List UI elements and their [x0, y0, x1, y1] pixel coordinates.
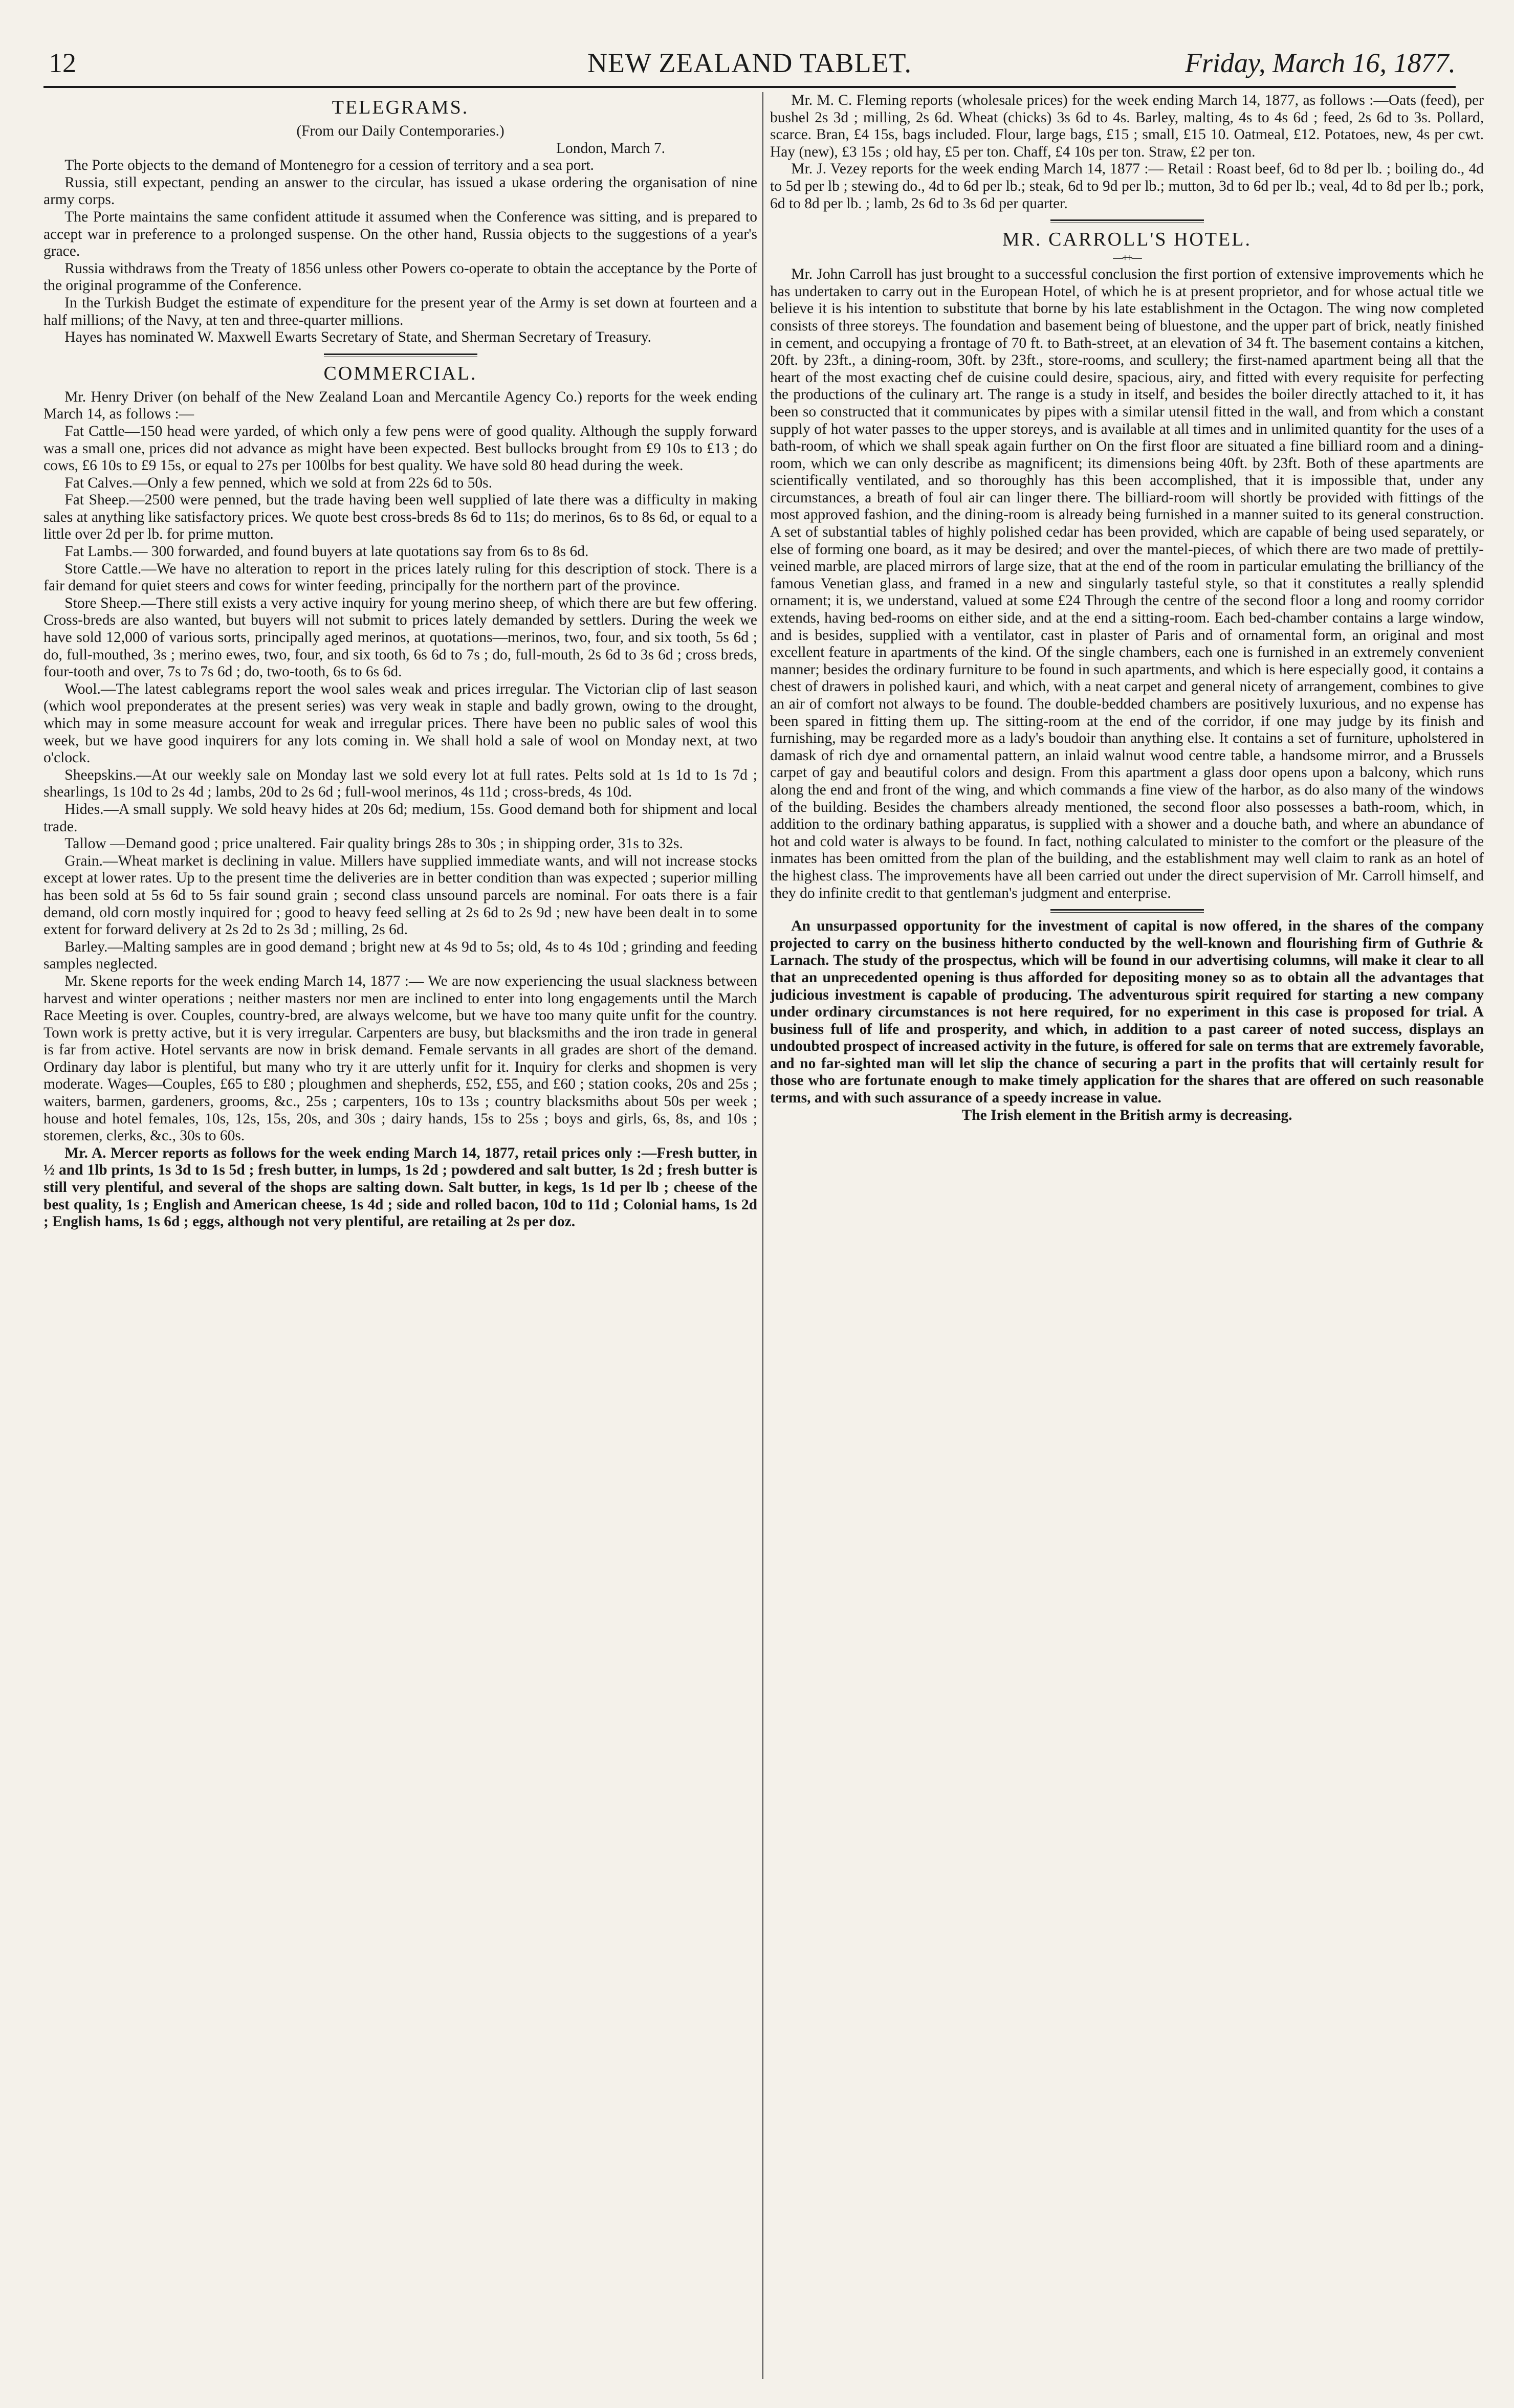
hotel-heading: MR. CARROLL'S HOTEL. [1002, 229, 1252, 251]
commercial-heading: COMMERCIAL. [323, 362, 477, 384]
article-paragraph: Barley.—Malting samples are in good demand ; bright new at 4s 9d to 5s; old, 4s to 4s 10d ; grinding and feeding samples neglected. [43, 938, 757, 973]
article-paragraph: Tallow —Demand good ; price unaltered. Fair quality brings 28s to 30s ; in shipping order, 31s to 32s. [64, 835, 683, 852]
article-paragraph: Russia withdraws from the Treaty of 1856 unless other Powers co-operate to obtain the acceptance by the Porte of the original programme of the Conference. [43, 260, 757, 294]
right-column [770, 92, 1484, 2394]
telegrams-dateline: London, March 7. [556, 140, 665, 157]
article-paragraph: Mr. Henry Driver (on behalf of the New Zealand Loan and Mercantile Agency Co.) reports for the week ending March 14, as follows :— [43, 388, 757, 423]
article-paragraph: Store Cattle.—We have no alteration to report in the prices lately ruling for this description of stock. There is a fair demand for quiet steers and cows for winter feeding, principally for the northern part of the province. [43, 560, 757, 594]
article-paragraph: Store Sheep.—There still exists a very active inquiry for young merino sheep, of which there are but few offering. Cross-breds are also wanted, but buyers will not submit to prices lately demanded by settlers. During the week we have sold 12,000 of various sorts, principally aged merinos, at quotations—merinos, two, four, and six tooth, 5s 6d ; do, full-mouthed, 3s ; merino ewes, two, four, and six tooth, 6s 6d to 7s ; do, full-mouth, 2s 6d to 3s 6d ; cross breds, four-tooth and over, 7s to 7s 6d ; do, two-tooth, 6s to 6s 6d. [43, 594, 757, 680]
header-rule [43, 86, 1456, 88]
section-divider [1050, 219, 1204, 223]
article-paragraph: Mr. J. Vezey reports for the week ending March 14, 1877 :— Retail : Roast beef, 6d to 8d per lb. ; boiling do., 4d to 5d per lb ; stewing do., 4d to 6d per lb.; steak, 6d to 9d per lb.; mutton, 3d to 6d per lb.; veal, 4d to 8d per lb.; pork, 6d to 8d per lb. ; lamb, 2s 6d to 3s 6d per quarter. [770, 161, 1484, 212]
issue-date: Friday, March 16, 1877. [1185, 48, 1456, 78]
telegrams-source: (From our Daily Contemporaries.) [296, 123, 504, 139]
article-paragraph: The Porte maintains the same confident attitude it assumed when the Conference was sitting, and is prepared to accept war in preference to a prolonged suspense. On the other hand, Russia objects to the suggestions of a year's grace. [43, 208, 757, 260]
telegrams-heading: TELEGRAMS. [332, 97, 469, 118]
article-paragraph: In the Turkish Budget the estimate of expenditure for the present year of the Army is set down at fourteen and a half millions; of the Navy, at ten and three-quarter millions. [43, 294, 757, 328]
article-paragraph: An unsurpassed opportunity for the investment of capital is now offered, in the shares of the company projected to carry on the business hitherto conducted by the well-known and flourishing firm of Guthrie & Larnach. The study of the prospectus, which will be found in our advertising columns, will make it clear to all that an unprecedented opening is thus afforded for depositing money so as to obtain all the advantages that judicious investment is capable of producing. The adventurous spirit required for starting a new company under ordinary circumstances is not here required, for no experiment in this case is proposed for trial. A business full of life and prosperity, and which, in addition to a past career of noted success, displays an undoubted prospect of increased activity in the future, is offered for sale on terms that are extremely favorable, and no far-sighted man will let slip the chance of securing a part in the profits that will certainly result for those who are fortunate enough to make timely application for the shares that are offered on such reasonable terms, and with such assurance of a speedy increase in value. [770, 918, 1484, 1107]
article-paragraph: Wool.—The latest cablegrams report the wool sales weak and prices irregular. The Victorian clip of last season (which wool preponderates at the present series) was very weak in staple and badly grown, owing to the drought, which may in some measure account for weak and irregular prices. There have been no public sales of wool this week, but we have good inquirers for any lots coming in. We shall hold a sale of wool on Monday next, at two o'clock. [43, 680, 757, 766]
section-divider [1050, 909, 1204, 913]
article-paragraph: Fat Cattle—150 head were yarded, of which only a few pens were of good quality. Although the supply forward was a small one, prices did not advance as might have been expected. Best bullocks brought from £9 10s to £13 ; do cows, £6 10s to £9 15s, or equal to 27s per 100lbs for best quality. We have sold 80 head during the week. [43, 423, 757, 474]
article-paragraph: Mr. John Carroll has just brought to a successful conclusion the first portion of extensive improvements which he has undertaken to carry out in the European Hotel, of which he is at present proprietor, and for whose actual title we believe it is his intention to substitute that borne by his late establishment in the Octagon. The wing now completed consists of three storeys. The foundation and basement being of bluestone, and the upper part of brick, neatly finished in cement, and occupying a frontage of 70 ft. to Bath-street, at an elevation of 34 ft. The basement contains a kitchen, 20ft. by 23ft., a dining-room, 30ft. by 23ft., store-rooms, and scullery; the first-named apartment being all that the heart of the most exacting chef de cuisine could desire, spacious, airy, and fitted with every requisite for perfecting the productions of the culinary art. The range is a study in itself, and besides the boiler directly attached to it, it has been so constructed that it communicates by pipes with a similar utensil fitted in the wall, and from which a constant supply of hot water passes to the upper storeys, and is available at all times and in unlimited quantity for the uses of a bath-room, of which we shall speak again further on On the first floor are situated a fine billiard room and a dining-room, which we can only describe as magnificent; its dimensions being 40ft. by 23ft. Both of these apartments are scientifically ventilated, and so thoroughly has this been accomplished, that it is impossible that, under any circumstances, a breath of foul air can linger there. The billiard-room will shortly be provided with fittings of the most approved fashion, and the dining-room is already being furnished in a manner suited to its general construction. A set of substantial tables of highly polished cedar has been provided, which are capable of being used separately, or else of forming one board, as it may be desired; and over the mantel-pieces, of which there are two made of prettily-veined marble, are placed mirrors of large size, that at the end of the room in particular emulating the brilliancy of the famous Venetian glass, and framed in a new and singularly tasteful style, so that it constitutes a really splendid ornament; it is, we understand, valued at some £24 Through the centre of the second floor a long and roomy corridor extends, having bed-rooms on either side, and at the end a sitting-room. Each bed-chamber contains a large window, and is besides, supplied with a ventilator, cast in plaster of Paris and of ornamental form, an original and most excellent feature in apartments of the kind. Of the single chambers, each one is furnished in an extremely convenient manner; besides the ordinary furniture to be found in such apartments, and which is here especially good, it contains a chest of drawers in polished kauri, and which, with a neat carpet and general nicety of arrangement, combines to give an air of comfort not always to be found. The double-bedded chambers are positively luxurious, and no expense has been spared in fitting them up. The sitting-room at the end of the corridor, if one may judge by its finish and furnishing, may be regarded more as a lady's boudoir than anything else. It contains a set of furniture, upholstered in damask of rich dye and ornamental pattern, an inlaid walnut wood centre table, a handsome mirror, and a Brussels carpet of gay and beautiful colors and design. From this apartment a glass door opens upon a balcony, which runs along the end and front of the wing, and which commands a fine view of the harbor, as do also many of the windows of the building. Besides the chambers already mentioned, the second floor also possesses a bath-room, which, in addition to the ordinary bathing apparatus, is supplied with a shower and a douche bath, and where an abundance of hot and cold water is always to be found. In fact, nothing calculated to minister to the comfort or the pleasure of the inmates has been omitted from the plan of the building, and the establishment may well claim to rank as an hotel of the highest class. The improvements have all been carried out under the direct supervision of Mr. Carroll himself, and they do infinite credit to that gentleman's judgment and enterprise. [770, 266, 1484, 901]
article-paragraph: Hides.—A small supply. We sold heavy hides at 20s 6d; medium, 15s. Good demand both for shipment and local trade. [43, 801, 757, 835]
newspaper-title: NEW ZEALAND TABLET. [587, 48, 912, 78]
article-paragraph: Mr. A. Mercer reports as follows for the week ending March 14, 1877, retail prices only :—Fresh butter, in ½ and 1lb prints, 1s 3d to 1s 5d ; fresh butter, in lumps, 1s 2d ; powdered and salt butter, 1s 2d ; fresh butter is still very plentiful, and several of the shops are salting down. Salt butter, in kegs, 1s 1d per lb ; cheese of the best quality, 1s ; English and American cheese, 1s 4d ; side and rolled bacon, 10d to 11d ; Colonial hams, 1s 2d ; English hams, 1s 6d ; eggs, although not very plentiful, are retailing at 2s per doz. [43, 1144, 757, 1230]
article-paragraph: Mr. Skene reports for the week ending March 14, 1877 :— We are now experiencing the usual slackness between harvest and winter operations ; neither masters nor men are inclined to enter into long engagements until the March Race Meeting is over. Couples, country-bred, are always welcome, but we have too many quite unfit for the country. Town work is pretty active, but it is very irregular. Carpenters are busy, but blacksmiths and the iron trade in general is far from active. Hotel servants are now in brisk demand. Female servants in all grades are short of the demand. Ordinary day labor is plentiful, but many who try it are utterly unfit for it. Inquiry for clerks and shopmen is very moderate. Wages—Couples, £65 to £80 ; ploughmen and shepherds, £52, £55, and £60 ; station cooks, 20s and 25s ; waiters, barmen, gardeners, grooms, &c., 25s ; carpenters, 10s to 13s ; country blacksmiths about 50s per week ; house and hotel females, 10s, 12s, 15s, 20s, and 30s ; dairy hands, 15s to 25s ; boys and girls, 6s, 8s, and 10s ; storemen, clerks, &c., 30s to 60s. [43, 973, 757, 1144]
article-paragraph: The Porte objects to the demand of Montenegro for a cession of territory and a sea port. [64, 157, 594, 174]
article-paragraph: Fat Sheep.—2500 were penned, but the trade having been well supplied of late there was a difficulty in making sales at anything like satisfactory prices. We quote best cross-breds 8s 6d to 11s; do merinos, 6s to 8s 6d, or equal to a little over 2d per lb. for prime mutton. [43, 492, 757, 543]
left-column [43, 92, 757, 2394]
page-number: 12 [49, 48, 76, 78]
article-paragraph: The Irish element in the British army is decreasing. [961, 1107, 1292, 1123]
article-paragraph: Grain.—Wheat market is declining in value. Millers have supplied immediate wants, and will not increase stocks except at lower rates. Up to the present time the deliveries are in better condition than was expected ; superior milling has been sold at 5s 6d to 5s fair sound grain ; second class unsound parcels are nominal. For oats there is a fair demand, old corn mostly inquired for ; good to heavy feed selling at 2s 6d to 2s 9d ; new have been dealt in to some extent for forward delivery at 2s 2d to 2s 3d ; milling, 2s 6d. [43, 852, 757, 938]
article-paragraph: Mr. M. C. Fleming reports (wholesale prices) for the week ending March 14, 1877, as follows :—Oats (feed), per bushel 2s 3d ; milling, 2s 6d. Wheat (chicks) 3s 6d to 4s. Barley, malting, 4s to 4s 6d ; feed, 2s 6d to 3s. Pollard, scarce. Bran, £4 15s, bags included. Flour, large bags, £15 ; small, £15 10. Oatmeal, £12. Potatoes, new, 4s per cwt. Hay (new), £3 15s ; old hay, £5 per ton. Chaff, £4 10s per ton. Straw, £2 per ton. [770, 92, 1484, 160]
article-paragraph: Sheepskins.—At our weekly sale on Monday last we sold every lot at full rates. Pelts sold at 1s 1d to 1s 7d ; shearlings, 1s 10d to 2s 4d ; lambs, 20d to 2s 6d ; full-wool merinos, 4s 11d ; cross-breds, 4s 10d. [43, 766, 757, 801]
article-paragraph: Russia, still expectant, pending an answer to the circular, has issued a ukase ordering the organisation of nine army corps. [43, 174, 757, 208]
article-paragraph: Hayes has nominated W. Maxwell Ewarts Secretary of State, and Sherman Secretary of Treasury. [64, 329, 651, 346]
page-header [43, 45, 1456, 81]
ornament-divider: —++— [1113, 252, 1141, 264]
section-divider [324, 354, 477, 357]
article-paragraph: Fat Calves.—Only a few penned, which we sold at from 22s 6d to 50s. [64, 474, 492, 491]
article-paragraph: Fat Lambs.— 300 forwarded, and found buyers at late quotations say from 6s to 8s 6d. [64, 543, 589, 560]
column-divider [762, 92, 763, 2379]
